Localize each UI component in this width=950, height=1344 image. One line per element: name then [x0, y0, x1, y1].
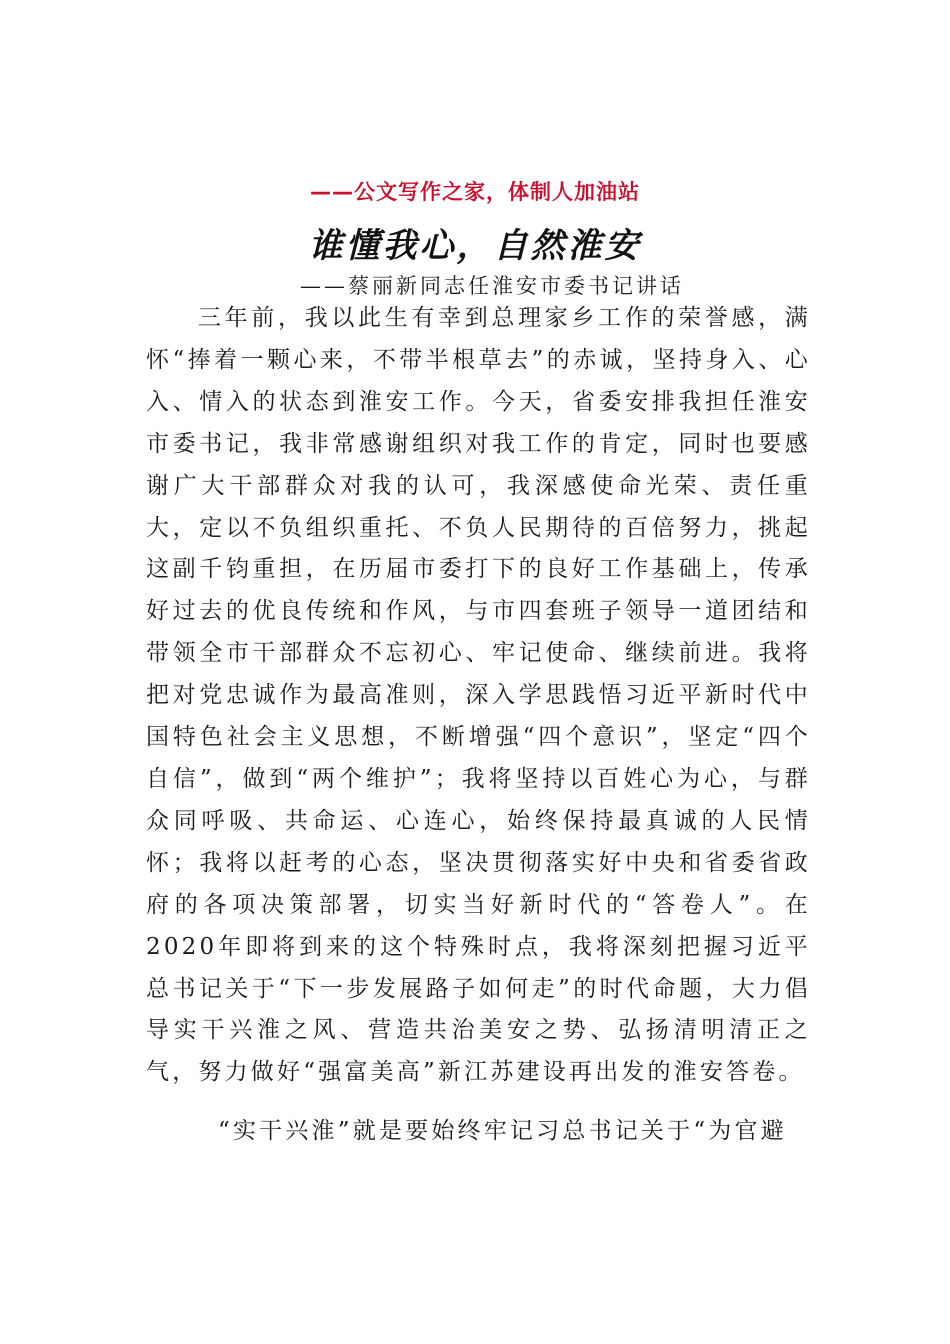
- body-text: [146, 298, 811, 1153]
- paragraph-1: 三年前，我以此生有幸到总理家乡工作的荣誉感，满怀“捧着一颗心来，不带半根草去”的赤诚，坚持身入、心入、情入的状态到淮安工作。今天，省委安排我担任淮安市委书记，我非常感谢组织对我工作的肯定，同时也要感谢广大干部群众对我的认可，我深感使命光荣、责任重大，定以不负组织重托、不负人民期待的百倍努力，挑起这副千钧重担，在历届市委打下的良好工作基础上，传承好过去的优良传统和作风，与市四套班子领导一道团结和带领全市干部群众不忘初心、牢记使命、继续前进。我将把对党忠诚作为最高准则，深入学思践悟习近平新时代中国特色社会主义思想，不断增强“四个意识”，坚定“四个自信”，做到“两个维护”；我将坚持以百姓心为心，与群众同呼吸、共命运、心连心，始终保持最真诚的人民情怀；我将以赶考的心态，坚决贯彻落实好中央和省委省政府的各项决策部署，切实当好新时代的“答卷人”。在2020年即将到来的这个特殊时点，我将深刻把握习近平总书记关于“下一步发展路子如何走”的时代命题，大力倡导实干兴淮之风、营造共治美安之势、弘扬清明清正之气，努力做好“强富美高”新江苏建设再出发的淮安答卷。: [146, 305, 811, 1086]
- document-subtitle: ——蔡丽新同志任淮安市委书记讲话: [300, 274, 684, 298]
- paragraph-2: “实干兴淮”就是要始终牢记习总书记关于“为官避: [218, 1118, 787, 1145]
- document-title: 谁懂我心，自然淮安: [308, 226, 642, 266]
- tagline: ——公文写作之家，体制人加油站: [310, 180, 640, 204]
